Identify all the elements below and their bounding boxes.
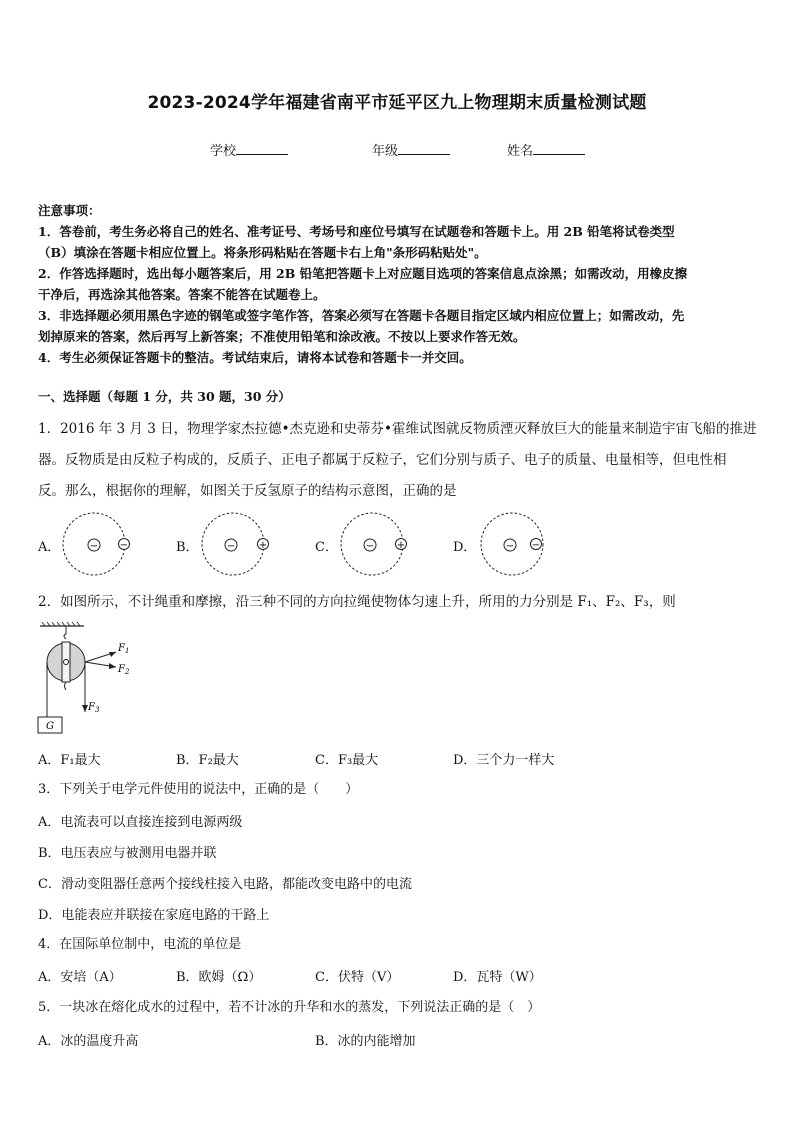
q3-stem: 3．下列关于电学元件使用的说法中，正确的是（ ） bbox=[38, 782, 359, 797]
electron-sign: + bbox=[396, 540, 406, 551]
nucleus-sign: − bbox=[505, 541, 515, 552]
name-label: 姓名 bbox=[507, 144, 534, 159]
notes-line: （B）填涂在答题卡相应位置上。将条形码粘贴在答题卡右上角"条形码粘贴处"。 bbox=[38, 245, 487, 260]
page-title: 2023-2024学年福建省南平市延平区九上物理期末质量检测试题 bbox=[147, 93, 647, 113]
notes-line: 干净后，再选涂其他答案。答案不能答在试题卷上。 bbox=[38, 287, 326, 302]
school-field bbox=[210, 140, 288, 159]
q5-option-a: A．冰的温度升高 bbox=[38, 1034, 139, 1049]
school-blank bbox=[236, 142, 288, 155]
q3-option-b: B．电压表应与被测用电器并联 bbox=[38, 846, 217, 861]
q1-line: 器。反物质是由反粒子构成的，反质子、正电子都属于反粒子，它们分别与质子、电子的质量、电量相等，但电性相 bbox=[38, 452, 727, 468]
section-heading: 一、选择题（每题 1 分，共 30 题，30 分） bbox=[38, 389, 291, 404]
atom-diagram-a bbox=[60, 511, 130, 577]
q1-option-c-label: C． bbox=[315, 540, 338, 555]
name-blank bbox=[533, 142, 585, 155]
grade-field bbox=[372, 140, 450, 159]
force-label-f1: $F_1$ bbox=[118, 643, 130, 655]
notes-line: 1．答卷前，考生务必将自己的姓名、准考证号、考场号和座位号填写在试题卷和答题卡上。用 2B 铅笔将试卷类型 bbox=[38, 224, 675, 239]
q2-option-b: B．F₂最大 bbox=[176, 753, 239, 768]
notes-line: 3．非选择题必须用黑色字迹的钢笔或签字笔作答，答案必须写在答题卡各题目指定区域内相应位置上；如需改动，先 bbox=[38, 308, 685, 323]
q4-stem: 4．在国际单位制中，电流的单位是 bbox=[38, 937, 242, 952]
atom-diagram-b bbox=[199, 511, 269, 577]
force-label-f2: $F_2$ bbox=[118, 664, 130, 676]
q1-option-b-label: B． bbox=[176, 540, 199, 555]
q5-stem: 5．一块冰在熔化成水的过程中，若不计冰的升华和水的蒸发，下列说法正确的是（ ） bbox=[38, 1000, 541, 1015]
notes-line: 2．作答选择题时，选出每小题答案后，用 2B 铅笔把答题卡上对应题目选项的答案信息点涂黑；如需改动，用橡皮擦 bbox=[38, 266, 688, 281]
name-field bbox=[507, 140, 585, 159]
nucleus-sign: − bbox=[89, 541, 99, 552]
q4-option-b: B．欧姆（Ω） bbox=[176, 970, 262, 985]
q3-option-d: D．电能表应并联接在家庭电路的干路上 bbox=[38, 908, 270, 923]
electron-sign: − bbox=[119, 540, 129, 551]
q5-option-b: B．冰的内能增加 bbox=[315, 1034, 416, 1049]
notes-line: 4．考生必须保证答题卡的整洁。考试结束后，请将本试卷和答题卡一并交回。 bbox=[38, 350, 472, 365]
atom-diagram-c bbox=[338, 511, 408, 577]
q4-option-d: D．瓦特（W） bbox=[453, 970, 542, 985]
nucleus-sign: − bbox=[365, 541, 375, 552]
notes-block bbox=[38, 200, 687, 368]
grade-label: 年级 bbox=[372, 144, 399, 159]
q3-option-c: C．滑动变阻器任意两个接线柱接入电路，都能改变电路中的电流 bbox=[38, 877, 412, 892]
weight-label: G bbox=[46, 721, 54, 732]
force-label-f3: $F_3$ bbox=[88, 702, 100, 714]
q2-option-a: A．F₁最大 bbox=[38, 753, 101, 768]
grade-blank bbox=[398, 142, 450, 155]
pulley-diagram bbox=[36, 620, 146, 738]
q2-stem: 2．如图所示，不计绳重和摩擦，沿三种不同的方向拉绳使物体匀速上升，所用的力分别是 F₁、F₂、F₃，则 bbox=[38, 594, 676, 610]
q2-option-d: D．三个力一样大 bbox=[453, 753, 555, 768]
q1-line: 反。那么，根据你的理解，如图关于反氢原子的结构示意图，正确的是 bbox=[38, 483, 457, 499]
q4-option-a: A．安培（A） bbox=[38, 970, 122, 985]
q1-stem bbox=[38, 414, 757, 507]
q4-option-c: C．伏特（V） bbox=[315, 970, 400, 985]
notes-line: 划掉原来的答案，然后再写上新答案；不准使用铅笔和涂改液。不按以上要求作答无效。 bbox=[38, 329, 526, 344]
q3-option-a: A．电流表可以直接连接到电源两级 bbox=[38, 815, 243, 830]
q2-option-c: C．F₃最大 bbox=[315, 753, 379, 768]
notes-heading: 注意事项： bbox=[38, 203, 101, 218]
nucleus-sign: − bbox=[226, 541, 236, 552]
atom-diagram-d bbox=[478, 511, 548, 577]
q1-line: 1．2016 年 3 月 3 日，物理学家杰拉德•杰克逊和史蒂芬•霍维试图就反物质湮灭释放巨大的能量来制造宇宙飞船的推进 bbox=[38, 421, 757, 437]
school-label: 学校 bbox=[210, 144, 237, 159]
electron-sign: − bbox=[531, 540, 541, 551]
q1-option-d-label: D． bbox=[453, 540, 477, 555]
electron-sign: + bbox=[258, 540, 268, 551]
q1-option-a-label: A． bbox=[38, 540, 61, 555]
